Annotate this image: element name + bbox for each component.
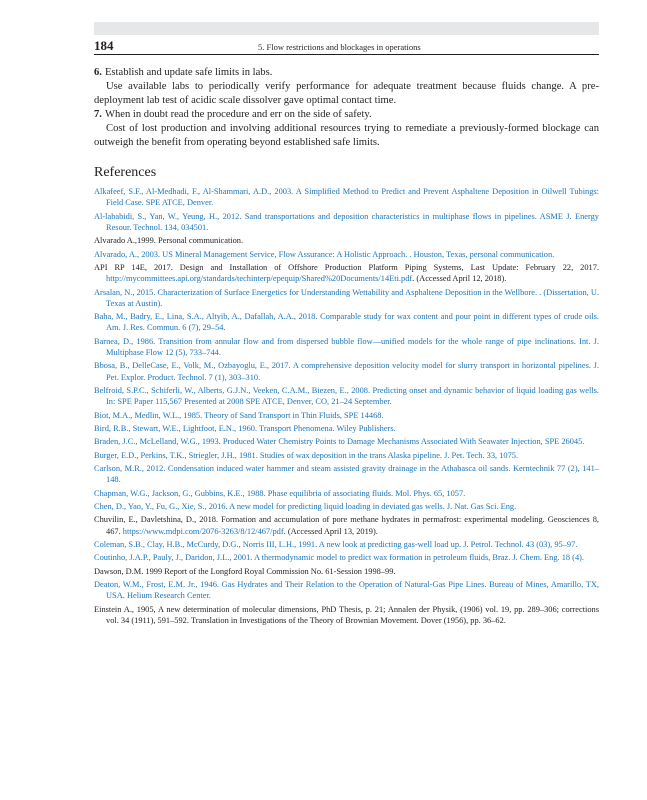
references-list xyxy=(94,186,599,626)
reference-text: Belfroid, S.P.C., Schiferli, W., Alberts, G.J.N., Veeken, C.A.M., Biezen, E., 2008. Predicting onset and dynamic behavior of liquid loading gas wells. In: SPE Paper 115,567 Presented at 2008 SPE ATCE, Denver, CO, 21–24 September. xyxy=(94,385,599,407)
references-heading: References xyxy=(94,165,157,180)
reference-text: Baha, M., Badry, E., Lina, S.A., Altyib, A., Dafallah, A.A., 2018. Comparable study for wax content and pour point in different types of crude oils. Am. J. Res. Commun. 6 (7), 29–54. xyxy=(94,312,599,333)
reference-text: Deaton, W.M., Frost, E.M. Jr., 1946. Gas Hydrates and Their Relation to the Operation of Natural-Gas Pipe Lines. Bureau of Mines, Amarillo, TX, USA. Helium Research Center. xyxy=(94,580,599,601)
reference-item[interactable] xyxy=(94,450,599,461)
reference-text: Barnea, D., 1986. Transition from annular flow and from dispersed bubble flow—unified models for the whole range of pipe inclinations. Int. J. Multiphase Flow 12 (5), 733–744. xyxy=(94,336,599,357)
reference-access-note: . (Accessed April 12, 2018). xyxy=(412,274,507,284)
reference-item[interactable] xyxy=(94,539,599,550)
reference-text: Carlson, M.R., 2012. Condensation induced water hammer and steam assisted gravity drainage in the Athabasca oil sands. Kerntechnik 77 (2), 141–148. xyxy=(94,464,599,485)
reference-text: Dawson, D.M. 1999 Report of the Longford Royal Commission No. 61-Session 1998–99. xyxy=(94,566,396,576)
reference-text: Alkafeef, S.F., Al-Medhadi, F., Al-Shammari, A.D., 2003. A Simplified Method to Predict and Prevent Asphaltene Deposition in Oilwell Tubings: Field Case. SPE ATCE, Denver. xyxy=(94,187,599,208)
list-title: When in doubt read the procedure and err on the side of safety. xyxy=(104,109,372,120)
list-number: 7. xyxy=(94,109,102,120)
reference-item xyxy=(94,262,599,284)
reference-item[interactable] xyxy=(94,211,599,233)
reference-item[interactable] xyxy=(94,436,599,447)
reference-url-link[interactable]: https://www.mdpi.com/2076-3263/8/12/467/pdf xyxy=(122,526,284,536)
reference-item[interactable] xyxy=(94,552,599,563)
reference-text: Einstein A., 1905, A new determination of molecular dimensions, PhD Thesis, p. 21; Annalen der Physik, (1906) vol. 19, pp. 289–306; corrections vol. 34 (1911), 591–592. Translation in Investigations of the Theory of Brownian Movement. Dover (1956), pp. 36–62. xyxy=(94,604,599,626)
reference-item xyxy=(94,235,599,246)
list-item-6-title xyxy=(94,66,599,80)
reference-item xyxy=(94,514,599,536)
reference-text: Chuvilin, E., Davletshina, D., 2018. Formation and accumulation of pore methane hydrates in permafrost: experimental modeling. Geosciences 8, 467. xyxy=(94,515,599,536)
reference-item[interactable] xyxy=(94,579,599,601)
reference-text: Coleman, S.B., Clay, H.B., McCurdy, D.G., Norris III, L.H., 1991. A new look at predicting gas-well load up. J. Petrol. Technol. 43 (03), 95–97. xyxy=(94,540,578,550)
reference-text: Coutinho, J.A.P., Pauly, J., Daridon, J.L., 2001. A thermodynamic model to predict wax formation in petroleum fluids, Braz. J. Chem. Eng. 18 (4). xyxy=(94,553,585,563)
header-rule xyxy=(94,54,599,55)
reference-item[interactable] xyxy=(94,186,599,208)
reference-text: Chapman, W.G., Jackson, G., Gubbins, K.E., 1988. Phase equilibria of associating fluids. Mol. Phys. 65, 1057. xyxy=(94,488,466,498)
reference-item[interactable] xyxy=(94,287,599,309)
reference-text: Alvarado A.,1999. Personal communication. xyxy=(94,236,244,246)
reference-text: Arsalan, N., 2015. Characterization of Surface Energetics for Understanding Wettability and Asphaltene Deposition in the Wellbore. . (Dissertation, U. Texas at Austin). xyxy=(94,287,599,308)
reference-item[interactable] xyxy=(94,410,599,421)
reference-text: Braden, J.C., McLelland, W.G., 1993. Produced Water Chemistry Points to Damage Mechanisms Associated With Seawater Injection, SPE 26045. xyxy=(94,437,585,447)
reference-item[interactable] xyxy=(94,385,599,407)
list-item-7-title xyxy=(94,108,599,122)
reference-item[interactable] xyxy=(94,311,599,333)
reference-item[interactable] xyxy=(94,501,599,512)
reference-item[interactable] xyxy=(94,463,599,485)
reference-access-note: . (Accessed April 13, 2019). xyxy=(283,526,378,536)
list-item-6-text: Use available labs to periodically verify performance for adequate treatment because fluids change. A pre-deployment lab test of acidic scale dissolver gave optimal contact time. xyxy=(94,81,599,106)
reference-text: Bird, R.B., Stewart, W.E., Lightfoot, E.N., 1960. Transport Phenomena. Wiley Publishers. xyxy=(94,423,396,433)
reference-text: Alvarado, A., 2003. US Mineral Management Service, Flow Assurance: A Holistic Approach. . Houston, Texas, personal communication. xyxy=(94,249,555,259)
reference-text: Al-lababidi, S., Yan, W., Yeung, H., 2012. Sand transportations and deposition characteristics in multiphase flows in pipelines. ASME J. Energy Resour. Technol. 134, 034501. xyxy=(94,211,599,232)
list-number: 6. xyxy=(94,67,102,78)
reference-text: Bbosa, B., DelleCase, E., Volk, M., Ozbayoglu, E., 2017. A comprehensive deposition velocity model for slurry transport in horizontal pipelines. J. Pet. Explor. Product. Technol. 7 (1), 303–310. xyxy=(94,361,599,382)
reference-text: Chen, D., Yao, Y., Fu, G., Xie, S., 2016. A new model for predicting liquid loading in deviated gas wells. J. Nat. Gas Sci. Eng. xyxy=(94,502,517,512)
reference-text: Biot, M.A., Medlin, W.L., 1985. Theory of Sand Transport in Thin Fluids, SPE 14468. xyxy=(94,410,384,420)
header-bar xyxy=(94,22,599,35)
reference-item xyxy=(94,566,599,577)
reference-item[interactable] xyxy=(94,336,599,358)
reference-item[interactable] xyxy=(94,249,599,260)
page-body xyxy=(94,66,599,628)
reference-item[interactable] xyxy=(94,360,599,382)
list-item-7-text: Cost of lost production and involving additional resources trying to remediate a previously-formed blockage can outweigh the benefit from operating beyond established safe limits. xyxy=(94,123,599,148)
page-number: 184 xyxy=(94,38,114,53)
reference-item[interactable] xyxy=(94,488,599,499)
reference-url-link[interactable]: http://mycommittees.api.org/standards/techinterp/epequip/Shared%20Documents/14Eti.pdf xyxy=(106,274,413,284)
reference-item[interactable] xyxy=(94,423,599,434)
reference-item xyxy=(94,604,599,626)
list-title: Establish and update safe limits in labs. xyxy=(104,67,273,78)
running-title: 5. Flow restrictions and blockages in operations xyxy=(258,42,421,52)
reference-text: API RP 14E, 2017. Design and Installation of Offshore Production Platform Piping Systems, Last Update: February 22, 2017. xyxy=(94,262,599,272)
reference-text: Burger, E.D., Perkins, T.K., Striegler, J.H., 1981. Studies of wax deposition in the trans Alaska pipeline. J. Pet. Tech. 33, 1075. xyxy=(94,450,519,460)
